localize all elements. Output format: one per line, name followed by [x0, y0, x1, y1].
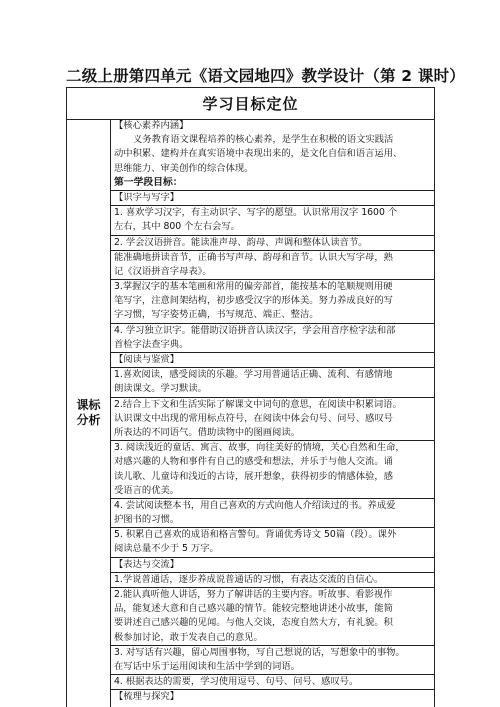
- content-line: 1.喜欢阅读，感受阅读的乐趣。学习用普通话正确、流利、有感情地: [114, 369, 393, 381]
- content-line: 4. 根据表达的需要，学习使用逗号、句号、问号、感叹号。: [111, 674, 434, 689]
- content-line: 4. 尝试阅读整本书，用自己喜欢的方式向他人介绍读过的书。养成爱: [111, 498, 434, 513]
- content-line: 笔写字，注意间架结构，初步感受汉字的形体美。努力养成良好的写: [114, 295, 393, 307]
- content-line: 受语言的优美。: [114, 484, 180, 496]
- content-line: 字习惯，写字姿势正确，书写规范、端正、整洁。: [114, 309, 319, 321]
- content-line: 极参加讨论，敢于发表自己的意见。: [114, 631, 263, 643]
- content-line: 首检字法查字典。: [114, 338, 189, 350]
- content-line: 认识课文中出现的常用标点符号，在阅读中体会句号、问号、感叹号: [114, 412, 393, 424]
- content-line: 【梳理与探究】: [111, 689, 434, 704]
- content-line: 品，能复述大意和自己感兴趣的情节。能较完整地讲述小故事，能简: [114, 603, 393, 615]
- document-title: 二级上册第四单元《语文园地四》教学设计（第 2 课时）: [66, 67, 465, 85]
- content-line: 2. 学会汉语拼音。能读准声母、韵母、声调和整体认读音节。: [111, 235, 434, 250]
- content-line: 2.能认真听他人讲话，努力了解讲话的主要内容。听故事、看影视作: [111, 587, 434, 602]
- content-line: 1. 喜欢学习汉字，有主动识字、写字的愿望。认识常用汉字 1600 个: [114, 207, 398, 219]
- table-header: 学习目标定位: [67, 88, 434, 120]
- content-line: 【核心素养内涵】: [114, 120, 189, 131]
- content-line: 要讲述自己感兴趣的见闻。与他人交谈，态度自然大方，有礼貌。积: [114, 617, 393, 629]
- content-line: 左右，其中 800 个左右会写。: [114, 221, 240, 233]
- content-line: 护图书的习惯。: [114, 514, 180, 526]
- content-line: 【识字与写字】: [111, 190, 434, 206]
- content-line: 【阅读与鉴赏】: [111, 352, 434, 368]
- content-line: 能准确地拼读音节，正确书写声母、韵母和音节。认识大写字母，熟: [111, 250, 434, 265]
- content-line: 读儿歌、儿童诗和浅近的古诗，展开想象，获得初步的情感体验，感: [114, 470, 393, 482]
- content-line: 第一学段目标：: [114, 176, 183, 188]
- content-line: 义务教育语文课程培养的核心素养，是学生在积极的语文实践活: [133, 134, 394, 146]
- left-label: 课标分析: [76, 398, 101, 427]
- content-line: 3. 对写话有兴趣，留心周围事物，写自己想说的话，写想象中的事物。: [111, 645, 434, 660]
- content-line: 3. 阅读浅近的童话、寓言、故事，向往美好的情境，关心自然和生命，: [111, 440, 434, 455]
- content-line: 2.结合上下文和生活实际了解课文中词句的意思，在阅读中积累词语。: [111, 397, 434, 412]
- content-line: 所表达的不同语气。借助读物中的图画阅读。: [114, 426, 300, 438]
- content-line: 动中积累、建构并在真实语境中表现出来的，是文化自信和语言运用、: [114, 148, 403, 160]
- content-line: 5. 积累自己喜欢的成语和格言警句。背诵优秀诗文 50篇（段）。课外: [111, 527, 434, 542]
- content-line: 1.学说普通话，逐步养成说普通话的习惯，有表达交流的自信心。: [114, 573, 384, 585]
- content-line: 对感兴趣的人物和事件有自己的感受和想法，并乐于与他人交流。诵: [114, 456, 393, 468]
- table-body-row: [67, 119, 434, 707]
- content-line: 3.掌握汉字的基本笔画和常用的偏旁部首，能按基本的笔顺规则用硬: [111, 279, 434, 294]
- left-label-cell: [67, 119, 111, 707]
- content-line: 思维能力、审美创作的综合体现。: [114, 162, 254, 174]
- content-line: 【表达与交流】: [111, 557, 434, 573]
- learning-goals-table: [66, 87, 435, 707]
- content-line: 4. 学习独立识字。能借助汉语拼音认读汉字，学会用音序检字法和部: [111, 323, 434, 338]
- content-line: 朗读课文。学习默读。: [114, 383, 207, 395]
- content-line: 记《汉语拼音字母表》。: [114, 265, 212, 277]
- content-line: 在写话中乐于运用阅读和生活中学到的词语。: [114, 660, 300, 672]
- content-cell: [111, 119, 434, 707]
- content-line: 阅读总量不少于 5 万字。: [114, 543, 219, 555]
